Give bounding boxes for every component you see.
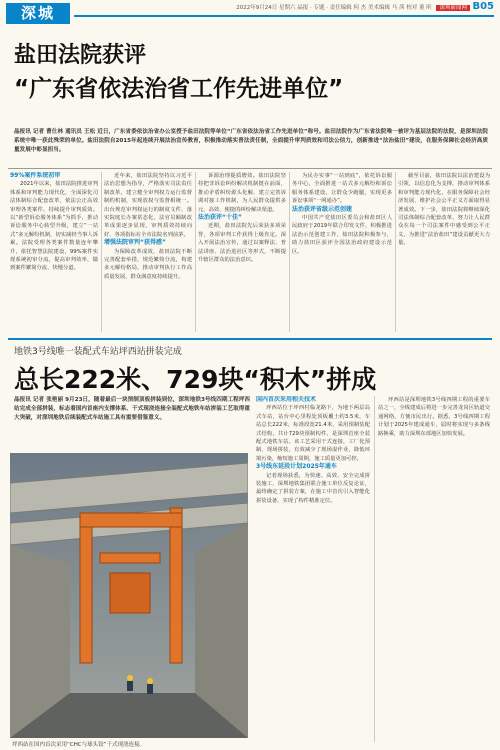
page-header [0, 0, 500, 26]
page-number: B05 [472, 1, 494, 12]
station-photo [10, 453, 248, 738]
article2-lead: 晶报讯 记者 张艳丽 9月23日，随着最后一块预制顶板拼装到位，深圳地铁3号线四期工程坪西站完成全部拼装，标志着国内首座内支撑体系、干式现浇连接全装配式地铁车站拼装工艺取得重大突破，对深圳地铁后续装配式车站施工具有重要借鉴意义。 [14, 397, 250, 421]
section-tag: 深城 [6, 3, 70, 24]
col2-subhead: 增强法院审判“获得感” [104, 239, 166, 247]
col3-text: 诉源治理提质增效。盐田法院坚持把非诉讼纠纷解决机制挺在前面，推动矛盾纠纷源头化解，建立完善诉调对接工作机制，为人民群众提供多元、高效、便捷的纠纷解决渠道。 [198, 173, 286, 213]
col-divider [395, 172, 396, 332]
col4-text: 为民办实事“一站到底”，依托诉讼服务中心，全面推进一站式多元解纷和诉讼服务体系建设，让群众少跑腿，实现更多诉讼事项“一网通办”。 [292, 173, 392, 205]
col3-subhead: 法治获评“十佳” [198, 214, 242, 222]
article2-kicker: 地铁3号线唯一装配式车站坪西站拼装完成 [14, 347, 182, 357]
col-divider [374, 396, 375, 742]
col4-text2: 中国共产党盐田区委员会和盐田区人民政府于2019年联合印发文件，积极推进法治示范创建工作，盐田法院积极参与，助力盐田区获评全国法治政府建设示范区。 [292, 215, 392, 255]
col-a-subhead2: 3号线东延段计划2025年通车 [256, 463, 337, 471]
article1-title-line1: 盐田法院获评 [14, 43, 147, 68]
date-text: 2022年9月24日 星期六 晶报 · 专题 · 责任编辑 何 杰 美术编辑 马 茜 校对 董 昕 [236, 5, 432, 11]
col1-text: 2021年以来，盐田法院推进审判体系和审判能力现代化，全面深化司法体制综合配套改革，依法公正高效审理各类案件，持续提升审判质效。以“新型诉讼服务体系”为抓手，推动诉讼服务中心转型升级，建立“一站式”多元解纷机制，切实减轻当事人诉累。法院受理各类案件数量连年攀升，依托智慧法院建设，99%案件实现系统初审分流，提高审判效率，做到案件繁简分流、快慢分道。 [10, 181, 98, 272]
article2-col-a [256, 396, 370, 742]
col-a-text: 坪西站位于坪西村临龙路下，为地下两层岛式车站，站台中心里程处顶板覆土约3.5米，车站总长222米，标准段宽21.4米，采用预制装配式结构，共计729块预制构件，是深圳首座全装配式地铁车站。该工艺采用干式连接，工厂化预制、现场拼装，有效减少了现场湿作业，降低环境污染，缩短施工周期，施工质量更加可控。 [256, 405, 370, 462]
col5-text: 截至目前，盐田法院以法治建设为引领，以信息化为支撑，推动审判体系和审判能力现代化，在服务保障社会经济发展、维护社会公平正义方面取得显著成效。下一步，盐田法院将继续深化司法体制综合配套改革，努力让人民群众在每一个司法案件中感受到公平正义，为推进“法治盐田”建设贡献更大力量。 [398, 173, 490, 247]
col-a-text2: 记者现场获悉，为快速、高效、安全完成拼装施工，深圳地铁集团联合施工单位反复论证，最终确定了拼装方案，在施工中首次引入智能化拼装设备，实现了构件精准定位。 [256, 472, 370, 504]
article1-col5 [398, 172, 490, 332]
col2-text: 近年来，盐田法院坚持以习近平法治思想为指导，严格落实司法责任制改革，建立健全审判权力运行监督制约机制，实现放权与监督相统一。出台规范审判权运行的制度文件，落实院庭长办案常态化，法官员额制改革成果逐步显现，审判质效持续向好，各项指标在全市法院名列前茅。 [104, 173, 192, 238]
col-divider [289, 172, 290, 332]
col4-subhead: 法治获评省级示范创建 [292, 205, 353, 213]
article2-col-b [378, 396, 490, 742]
col-b-text: 坪西站是深圳地铁3号线四期工程的重要车站之一，全线建成后将进一步完善龙岗区轨道交通网络，方便市民出行。据悉，3号线四期工程计划于2025年建成通车，届时将实现与多条线路换乘，助力深圳东部地区加快发展。 [378, 397, 490, 437]
article2-title: 总长222米、729块“积木”拼成 [14, 365, 377, 394]
section-divider [8, 338, 492, 340]
edition-tag: 深圳新闻网 [436, 5, 470, 11]
article1-rule [8, 168, 492, 169]
article1-col2 [104, 172, 192, 332]
article1-title-line2: “广东省依法治省工作先进单位” [14, 76, 344, 102]
col2-text2: 为保障改革成效，盐田法院不断完善配套举措，规范繁简分流，构建多元解纷格局，推动审判执行工作高质量发展，群众满意度持续提升。 [104, 248, 192, 280]
col3-text2: 近期，盐田法院先后荣获多项荣誉，各项审判工作获得上级肯定。深入开展法治宣传，通过以案释法、普法讲座、法治进社区等形式，不断提升辖区群众的法治意识。 [198, 223, 286, 264]
article1-col4 [292, 172, 392, 332]
col-a-subhead: 国内首次采用相关技术 [256, 396, 317, 403]
col1-subhead: 99%案件系统初审 [10, 172, 61, 179]
col-divider [195, 172, 196, 332]
station-photo-illustration [10, 453, 248, 738]
article1-col3 [198, 172, 286, 332]
photo-caption: 坪西站在国内首次采用“CHC与球头铰”干式现浇连接。 [12, 742, 146, 748]
header-rule [74, 15, 494, 17]
article1-lead: 晶报讯 记者 曹仕林 通讯员 王松 近日，广东省委依法治省办公室授予盐田法院等单位“广东省依法治省工作先进单位”称号。盐田法院作为广东省法院唯一被评为基层法院的法院，是深圳法院系统中唯一获此殊荣的单位。盐田法院自2015年起连续开展法治宣传教育，积极推动落实普法责任制，全面提升审判质效和司法公信力，创新推进“法治盐田”建设，在服务保障社会经济高质量发展中彰显担当。 [14, 129, 488, 153]
article1-col1 [10, 172, 98, 332]
col-divider [101, 172, 102, 332]
date-line [236, 3, 470, 11]
